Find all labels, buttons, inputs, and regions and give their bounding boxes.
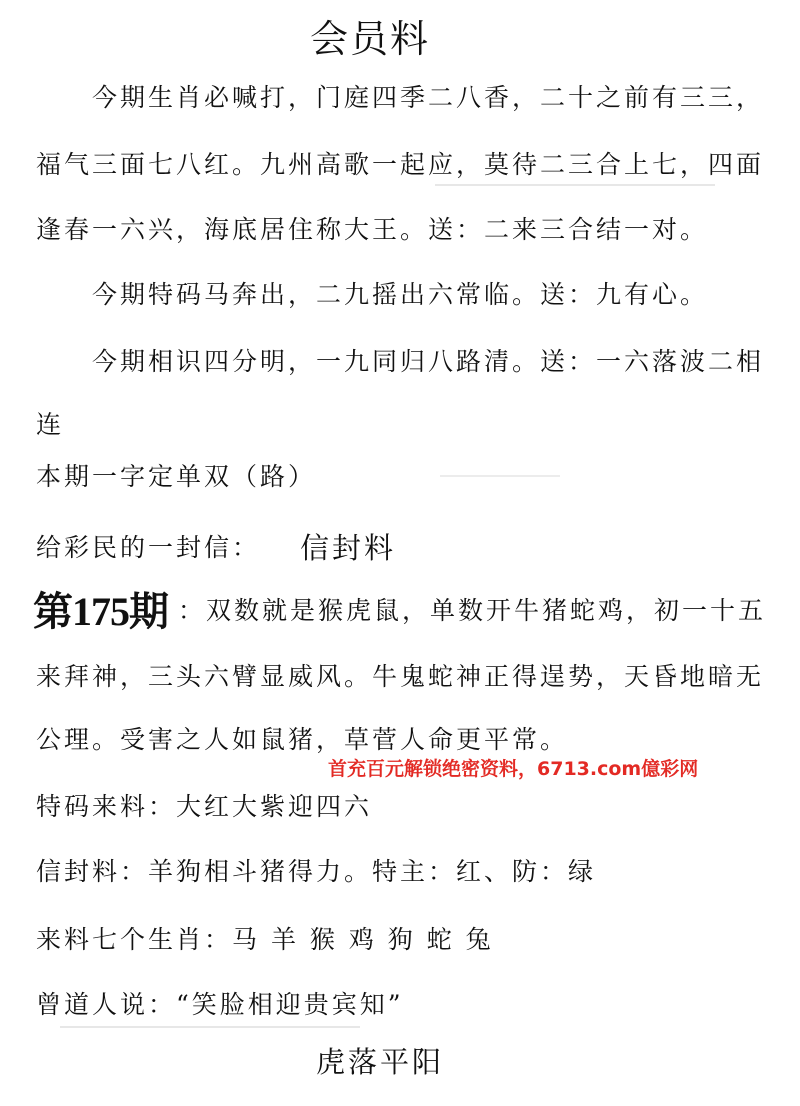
poem-line-2: 福气三面七八红。九州高歌一起应，莫待二三合上七，四面 xyxy=(36,150,765,179)
envelope-line: 信封料：羊狗相斗猪得力。特主：红、防：绿 xyxy=(36,857,597,886)
poem-line-6: 连 xyxy=(36,410,65,439)
letter-title: 信封料 xyxy=(300,531,397,565)
scan-noise xyxy=(435,184,715,186)
footer-phrase: 虎落平阳 xyxy=(316,1045,445,1079)
scan-noise xyxy=(60,1026,360,1028)
page-title: 会员料 xyxy=(310,17,431,61)
letter-body-2: 来拜神，三头六臂显威风。牛鬼蛇神正得逞势，天昏地暗无 xyxy=(36,662,765,691)
poem-line-5: 今期相识四分明，一九同归八路清。送：一六落波二相 xyxy=(92,347,765,376)
special-code-line: 特码来料：大红大紫迎四六 xyxy=(36,792,373,821)
watermark-text: 首充百元解锁绝密资料，6713.com億彩网 xyxy=(328,758,699,780)
letter-intro: 给彩民的一封信： xyxy=(36,533,261,562)
poem-line-7: 本期一字定单双（路） xyxy=(36,462,317,491)
letter-body-1: ：双数就是猴虎鼠，单数开牛猪蛇鸡，初一十五 xyxy=(178,596,767,625)
zodiac-line: 来料七个生肖：马 羊 猴 鸡 狗 蛇 兔 xyxy=(36,925,494,954)
letter-body-3: 公理。受害之人如鼠猪，草菅人命更平常。 xyxy=(36,725,569,754)
saying-line: 曾道人说：“笑脸相迎贵宾知” xyxy=(36,990,404,1019)
issue-number: 第175期 xyxy=(33,589,168,634)
poem-line-1: 今期生肖必喊打，门庭四季二八香，二十之前有三三， xyxy=(92,83,765,112)
scan-noise xyxy=(440,475,560,477)
poem-line-3: 逢春一六兴，海底居住称大王。送：二来三合结一对。 xyxy=(36,215,709,244)
poem-line-4: 今期特码马奔出，二九摇出六常临。送：九有心。 xyxy=(92,280,709,309)
